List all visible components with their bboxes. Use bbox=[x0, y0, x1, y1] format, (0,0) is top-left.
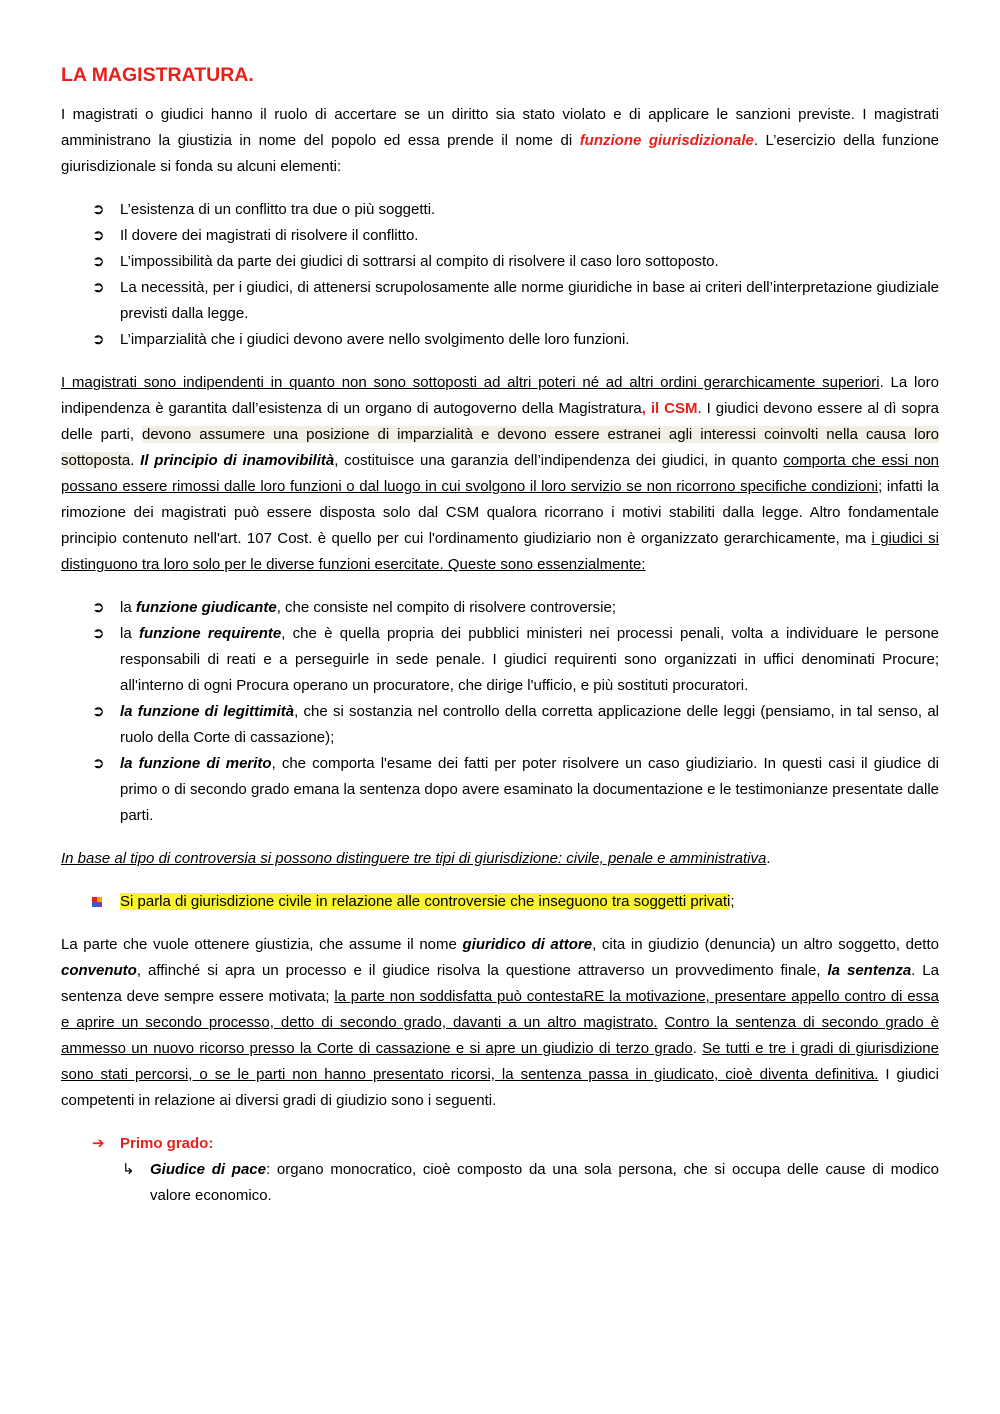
document-page bbox=[61, 58, 939, 1209]
elements-list bbox=[61, 197, 939, 353]
functions-list bbox=[61, 595, 939, 829]
text-run: . bbox=[130, 452, 141, 469]
highlighted-text: devono assumere una posizione di imparzialità e devono essere estranei agli interessi coinvolti nella causa loro sottoposta bbox=[61, 426, 939, 469]
emphasis-term: Giudice di pace bbox=[150, 1161, 266, 1178]
emphasis-term: giuridico di attore bbox=[462, 936, 593, 953]
text-run: , che è quella propria dei pubblici ministeri nei processi penali, volta a individuare le persone responsabili di reati e a perseguirle in sede penale. I giudici requirenti sono organizzati in uffici denominati Procure; all'interno di ogni Procura operano un procuratore, che dirige l'ufficio, e più sostituti procuratori. bbox=[120, 625, 939, 694]
arrow-right-circle-icon: ➲ bbox=[92, 253, 105, 270]
underlined-text: I magistrati sono indipendenti in quanto non sono sottoposti ad altri poteri né ad altri ordini gerarchicamente superiori bbox=[61, 374, 880, 391]
text-run: , costituisce una garanzia dell’indipendenza dei giudici, in quanto bbox=[334, 452, 784, 469]
text-run: , che si sostanzia nel controllo della corretta applicazione delle leggi (pensiamo, in tal senso, al ruolo della Corte di cassazione); bbox=[120, 703, 939, 746]
emphasis-term: la sentenza bbox=[827, 962, 912, 979]
jurisdiction-paragraph bbox=[61, 846, 939, 872]
text-run: la bbox=[120, 625, 139, 642]
multicolor-square-icon bbox=[92, 897, 102, 907]
text-run: : organo monocratico, cioè composto da una sola persona, che si occupa delle cause di modico valore economico. bbox=[150, 1161, 939, 1204]
list-item bbox=[61, 595, 939, 621]
list-item bbox=[61, 621, 939, 699]
arrow-right-circle-icon: ➲ bbox=[92, 599, 105, 616]
page-title: LA MAGISTRATURA. bbox=[61, 64, 254, 86]
text-run: . La sentenza deve sempre essere motivata; bbox=[61, 962, 939, 1005]
list-item-text: Il dovere dei magistrati di risolvere il conflitto. bbox=[120, 227, 419, 244]
list-item bbox=[61, 223, 939, 249]
text-run: , che comporta l'esame dei fatti per poter risolvere un caso giudiziario. In questi casi il giudice di primo o di secondo grado emana la sentenza dopo avere esaminato la documentazione e le testimonianze presentate dalle parti. bbox=[120, 755, 939, 824]
arrow-right-circle-icon: ➲ bbox=[92, 279, 105, 296]
red-arrow-icon: ➔ bbox=[92, 1135, 105, 1152]
emphasis-term: la funzione di merito bbox=[120, 755, 272, 772]
arrow-right-circle-icon: ➲ bbox=[92, 227, 105, 244]
text-run: La parte che vuole ottenere giustizia, che assume il nome bbox=[61, 936, 463, 953]
list-item bbox=[61, 889, 939, 915]
text-run: ; infatti la rimozione dei magistrati può essere disposta solo dal CSM qualora ricorrano i motivi stabiliti dalla legge. Altro fondamentale principio contenuto nell'art. 107 Cost. è quello per cui l'ordinamento giudiziario non è organizzato gerarchicamente, ma bbox=[61, 478, 939, 547]
text-run: . I giudici devono essere al dì sopra delle parti, bbox=[61, 400, 939, 443]
arrow-right-circle-icon: ➲ bbox=[92, 331, 105, 348]
emphasis-term: Il principio di inamovibilità bbox=[140, 452, 335, 469]
underlined-text: Contro la sentenza di secondo grado è ammesso un nuovo ricorso presso la Corte di cassazione e si apre un giudizio di terzo grado bbox=[61, 1014, 939, 1057]
text-run: . L’esercizio della funzione giurisdizionale si fonda su alcuni elementi: bbox=[61, 132, 940, 175]
list-item bbox=[61, 197, 939, 223]
underlined-text: comporta che essi non possano essere rimossi dalle loro funzioni o dal luogo in cui svolgono il loro servizio se non ricorrono specifiche condizioni bbox=[61, 452, 939, 495]
underlined-text: In base al tipo di controversia si possono distinguere tre tipi di giurisdizione: civile, penale e amministrativa bbox=[61, 850, 767, 867]
text-run: . bbox=[692, 1040, 703, 1057]
arrow-right-circle-icon: ➲ bbox=[92, 625, 105, 642]
process-paragraph bbox=[61, 932, 939, 1114]
hooked-arrow-icon: ↳ bbox=[122, 1161, 135, 1178]
text-run: ; bbox=[730, 893, 735, 910]
grade-label: Primo grado: bbox=[120, 1135, 214, 1152]
list-item bbox=[61, 275, 939, 327]
arrow-right-circle-icon: ➲ bbox=[92, 755, 105, 772]
text-run: I giudici competenti in relazione ai diversi gradi di giudizio sono i seguenti. bbox=[61, 1066, 940, 1109]
list-item bbox=[61, 249, 939, 275]
arrow-right-circle-icon: ➲ bbox=[92, 201, 105, 218]
grades-list bbox=[61, 1131, 939, 1209]
underlined-text: la parte non soddisfatta può contestaRE la motivazione, presentare appello contro di essa e aprire un secondo processo, detto di secondo grado, davanti a un altro magistrato. bbox=[61, 988, 939, 1031]
text-run: . La loro indipendenza è garantita dall’esistenza di un organo di autogoverno della Magistratura bbox=[61, 374, 940, 417]
csm-label: , il CSM bbox=[641, 400, 698, 417]
text-run bbox=[658, 1014, 665, 1031]
emphasis-term: la funzione di legittimità bbox=[120, 703, 295, 720]
highlighted-text: Si parla di giurisdizione civile in relazione alle controversie che inseguono tra soggetti privati bbox=[120, 893, 731, 910]
underlined-text: Se tutti e tre i gradi di giurisdizione sono stati percorsi, o se le parti non hanno presentato ricorsi, la sentenza passa in giudicato, cioè diventa definitiva. bbox=[61, 1040, 939, 1083]
list-item-text: La necessità, per i giudici, di attenersi scrupolosamente alle norme giuridiche in base ai criteri dell’interpretazione giudiziale previsti dalla legge. bbox=[120, 279, 939, 322]
emphasis-term: funzione giudicante bbox=[135, 599, 277, 616]
text-run: , affinché si apra un processo e il giudice risolva la questione attraverso un provvedimento finale, bbox=[136, 962, 828, 979]
list-item bbox=[61, 699, 939, 751]
text-run: , cita in giudizio (denuncia) un altro soggetto, detto bbox=[592, 936, 939, 953]
emphasis-term: convenuto bbox=[61, 962, 137, 979]
underlined-text: i giudici si distinguono tra loro solo per le diverse funzioni esercitate. Queste sono essenzialmente: bbox=[61, 530, 939, 573]
arrow-right-circle-icon: ➲ bbox=[92, 703, 105, 720]
list-item-text: L’impossibilità da parte dei giudici di sottrarsi al compito di risolvere il caso loro sottoposto. bbox=[120, 253, 719, 270]
text-run: la bbox=[120, 599, 136, 616]
independence-paragraph bbox=[61, 370, 939, 578]
text-run: , che consiste nel compito di risolvere controversie; bbox=[276, 599, 617, 616]
list-item-text: L’imparzialità che i giudici devono avere nello svolgimento delle loro funzioni. bbox=[120, 331, 630, 348]
text-run: I magistrati o giudici hanno il ruolo di accertare se un diritto sia stato violato e di applicare le sanzioni previste. I magistrati amministrano la giustizia in nome del popolo ed essa prende il nome di bbox=[61, 106, 939, 149]
list-subitem bbox=[61, 1157, 939, 1209]
list-item bbox=[61, 327, 939, 353]
list-item-first-grade bbox=[61, 1131, 939, 1157]
civil-list bbox=[61, 889, 939, 915]
text-run: . bbox=[766, 850, 771, 867]
emphasis-term: funzione giurisdizionale bbox=[579, 132, 754, 149]
list-item bbox=[61, 751, 939, 829]
list-item-text: L’esistenza di un conflitto tra due o più soggetti. bbox=[120, 201, 436, 218]
intro-paragraph bbox=[61, 102, 939, 180]
emphasis-term: funzione requirente bbox=[138, 625, 282, 642]
